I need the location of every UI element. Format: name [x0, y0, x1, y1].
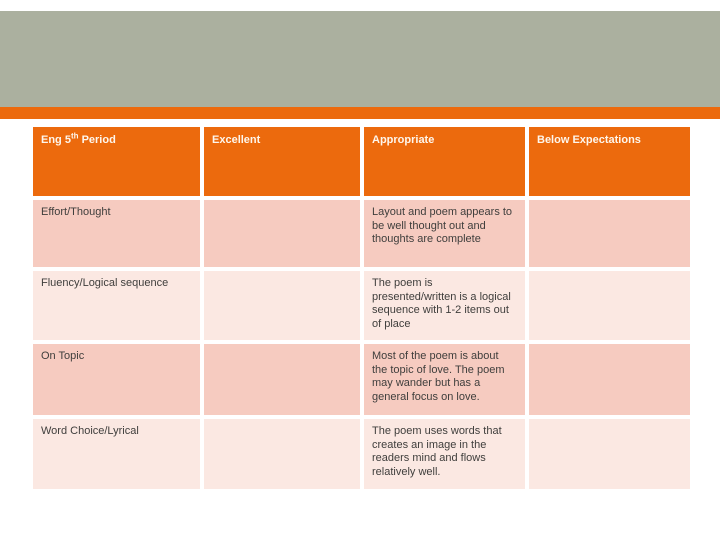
cell-effort-below [529, 200, 690, 267]
header-cell-below-expectations: Below Expectations [529, 127, 690, 196]
cell-topic-below [529, 344, 690, 415]
row-label-word-choice: Word Choice/Lyrical [33, 419, 200, 489]
accent-divider-bar [0, 107, 720, 119]
header-cell-period [33, 127, 200, 196]
header-period-suffix: Period [78, 134, 116, 146]
rubric-table [33, 127, 690, 489]
header-period-superscript: th [70, 131, 79, 141]
cell-effort-excellent [204, 200, 360, 267]
row-label-fluency: Fluency/Logical sequence [33, 271, 200, 340]
title-placeholder-band [0, 11, 720, 107]
header-cell-appropriate: Appropriate [364, 127, 525, 196]
cell-fluency-excellent [204, 271, 360, 340]
row-label-effort-thought: Effort/Thought [33, 200, 200, 267]
cell-word-below [529, 419, 690, 489]
cell-topic-excellent [204, 344, 360, 415]
header-cell-excellent: Excellent [204, 127, 360, 196]
cell-effort-appropriate: Layout and poem appears to be well thought out and thoughts are complete [364, 200, 525, 267]
cell-fluency-below [529, 271, 690, 340]
cell-fluency-appropriate: The poem is presented/written is a logical sequence with 1-2 items out of place [364, 271, 525, 340]
header-period-prefix: Eng 5 [41, 134, 71, 146]
cell-word-excellent [204, 419, 360, 489]
cell-word-appropriate: The poem uses words that creates an image in the readers mind and flows relatively well. [364, 419, 525, 489]
row-label-on-topic: On Topic [33, 344, 200, 415]
cell-topic-appropriate: Most of the poem is about the topic of love. The poem may wander but has a general focus on love. [364, 344, 525, 415]
